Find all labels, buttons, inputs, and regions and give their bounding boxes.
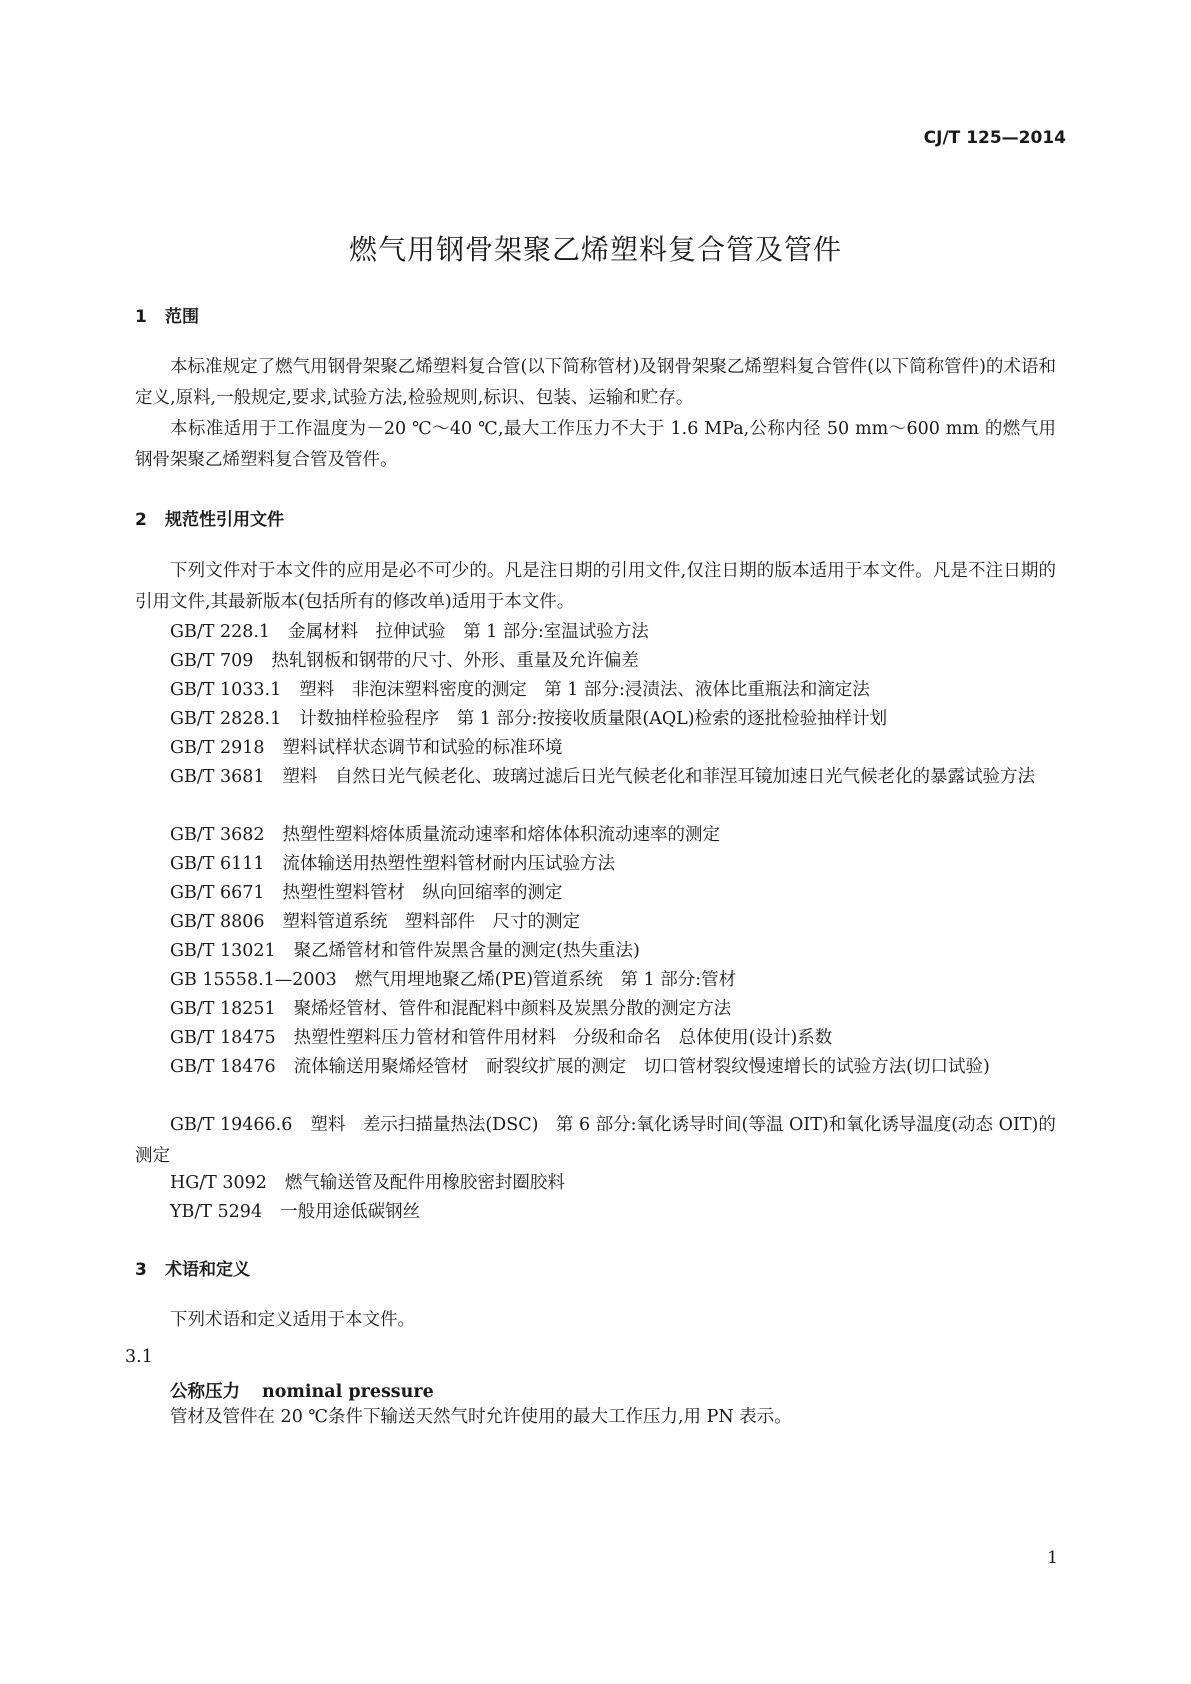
- reference-title: 热塑性塑料管材 纵向回缩率的测定: [282, 883, 563, 903]
- document-title: 燃气用钢骨架聚乙烯塑料复合管及管件: [348, 233, 842, 266]
- reference-title: 计数抽样检验程序 第 1 部分:按接收质量限(AQL)检索的逐批检验抽样计划: [299, 709, 888, 729]
- reference-code: GB/T 18251: [170, 999, 276, 1019]
- paragraph: 本标准规定了燃气用钢骨架聚乙烯塑料复合管(以下简称管材)及钢骨架聚乙烯塑料复合管件(以下简称管件)的术语和定义,原料,一般规定,要求,试验方法,检验规则,标识、包装、运输和贮存。: [135, 357, 1056, 408]
- section-number: 3: [135, 1260, 147, 1280]
- reference-title: 热塑性塑料熔体质量流动速率和熔体体积流动速率的测定: [282, 825, 721, 845]
- reference-code: GB/T 3681: [170, 767, 265, 787]
- reference-title: 塑料 自然日光气候老化、玻璃过滤后日光气候老化和菲涅耳镜加速日光气候老化的暴露试验方法: [282, 767, 1036, 787]
- reference-title: 金属材料 拉伸试验 第 1 部分:室温试验方法: [288, 622, 649, 642]
- reference-item: [135, 1023, 1056, 1054]
- reference-code: GB/T 18476: [170, 1057, 276, 1077]
- term-chinese: 公称压力: [170, 1382, 240, 1402]
- reference-code: GB/T 13021: [170, 941, 276, 961]
- reference-title: 燃气用埋地聚乙烯(PE)管道系统 第 1 部分:管材: [354, 970, 737, 990]
- reference-item: [135, 646, 1056, 677]
- reference-code: GB/T 2918: [170, 738, 265, 758]
- reference-title: 塑料 差示扫描量热法(DSC) 第 6 部分:氧化诱导时间(等温 OIT)和氧化诱导温度(动态 OIT)的测定: [135, 1115, 1056, 1166]
- reference-item: [135, 907, 1056, 938]
- reference-item: [135, 1052, 1056, 1083]
- reference-code: YB/T 5294: [170, 1202, 263, 1222]
- reference-item: [135, 965, 1056, 996]
- reference-item: [135, 820, 1056, 851]
- clause-number: 3.1: [125, 1347, 153, 1367]
- page-number: 1: [1047, 1548, 1058, 1568]
- section-3-heading: [135, 1255, 250, 1280]
- reference-item: [135, 1110, 1056, 1172]
- reference-title: 塑料 非泡沫塑料密度的测定 第 1 部分:浸渍法、液体比重瓶法和滴定法: [299, 680, 870, 700]
- reference-title: 流体输送用聚烯烃管材 耐裂纹扩展的测定 切口管材裂纹慢速增长的试验方法(切口试验): [293, 1057, 990, 1077]
- reference-code: GB/T 6111: [170, 854, 265, 874]
- standard-code: CJ/T 125—2014: [923, 128, 1066, 148]
- reference-code: GB/T 709: [170, 651, 254, 671]
- reference-code: GB/T 2828.1: [170, 709, 282, 729]
- reference-code: GB/T 18475: [170, 1028, 276, 1048]
- section-title: 规范性引用文件: [165, 510, 284, 530]
- reference-title: 聚烯烃管材、管件和混配料中颜料及炭黑分散的测定方法: [293, 999, 732, 1019]
- reference-title: 聚乙烯管材和管件炭黑含量的测定(热失重法): [293, 941, 640, 961]
- reference-item: [135, 994, 1056, 1025]
- reference-item: [135, 762, 1056, 793]
- section-1-heading: [135, 302, 199, 327]
- reference-code: GB 15558.1—2003: [170, 970, 337, 990]
- term-definition: 管材及管件在 20 ℃条件下输送天然气时允许使用的最大工作压力,用 PN 表示。: [170, 1407, 792, 1427]
- reference-title: 热塑性塑料压力管材和管件用材料 分级和命名 总体使用(设计)系数: [293, 1028, 833, 1048]
- reference-title: 热轧钢板和钢带的尺寸、外形、重量及允许偏差: [271, 651, 639, 671]
- reference-code: GB/T 8806: [170, 912, 265, 932]
- reference-title: 塑料管道系统 塑料部件 尺寸的测定: [282, 912, 581, 932]
- paragraph: 本标准适用于工作温度为－20 ℃～40 ℃,最大工作压力不大于 1.6 MPa,公称内径 50 mm～600 mm 的燃气用钢骨架聚乙烯塑料复合管及管件。: [135, 419, 1056, 470]
- reference-code: GB/T 6671: [170, 883, 265, 903]
- section-number: 2: [135, 510, 147, 530]
- section-title: 术语和定义: [165, 1260, 250, 1280]
- section-title: 范围: [165, 307, 199, 327]
- reference-code: GB/T 228.1: [170, 622, 271, 642]
- reference-title: 流体输送用热塑性塑料管材耐内压试验方法: [282, 854, 616, 874]
- reference-title: 燃气输送管及配件用橡胶密封圈胶料: [284, 1173, 565, 1193]
- reference-item: [135, 1197, 1056, 1228]
- reference-code: GB/T 3682: [170, 825, 265, 845]
- reference-code: GB/T 19466.6: [170, 1115, 293, 1135]
- term-heading: [170, 1378, 434, 1403]
- reference-item: [135, 878, 1056, 909]
- reference-item: [135, 704, 1056, 735]
- reference-title: 塑料试样状态调节和试验的标准环境: [282, 738, 563, 758]
- term-english: nominal pressure: [262, 1382, 434, 1402]
- reference-code: HG/T 3092: [170, 1173, 267, 1193]
- reference-item: [135, 1168, 1056, 1199]
- paragraph: 下列术语和定义适用于本文件。: [170, 1310, 415, 1330]
- paragraph: 下列文件对于本文件的应用是必不可少的。凡是注日期的引用文件,仅注日期的版本适用于本文件。凡是不注日期的引用文件,其最新版本(包括所有的修改单)适用于本文件。: [135, 561, 1056, 612]
- section-2-heading: [135, 505, 284, 530]
- reference-item: [135, 849, 1056, 880]
- reference-item: [135, 936, 1056, 967]
- reference-item: [135, 675, 1056, 706]
- reference-item: [135, 617, 1056, 648]
- reference-item: [135, 733, 1056, 764]
- reference-title: 一般用途低碳钢丝: [280, 1202, 421, 1222]
- reference-code: GB/T 1033.1: [170, 680, 282, 700]
- section-number: 1: [135, 307, 147, 327]
